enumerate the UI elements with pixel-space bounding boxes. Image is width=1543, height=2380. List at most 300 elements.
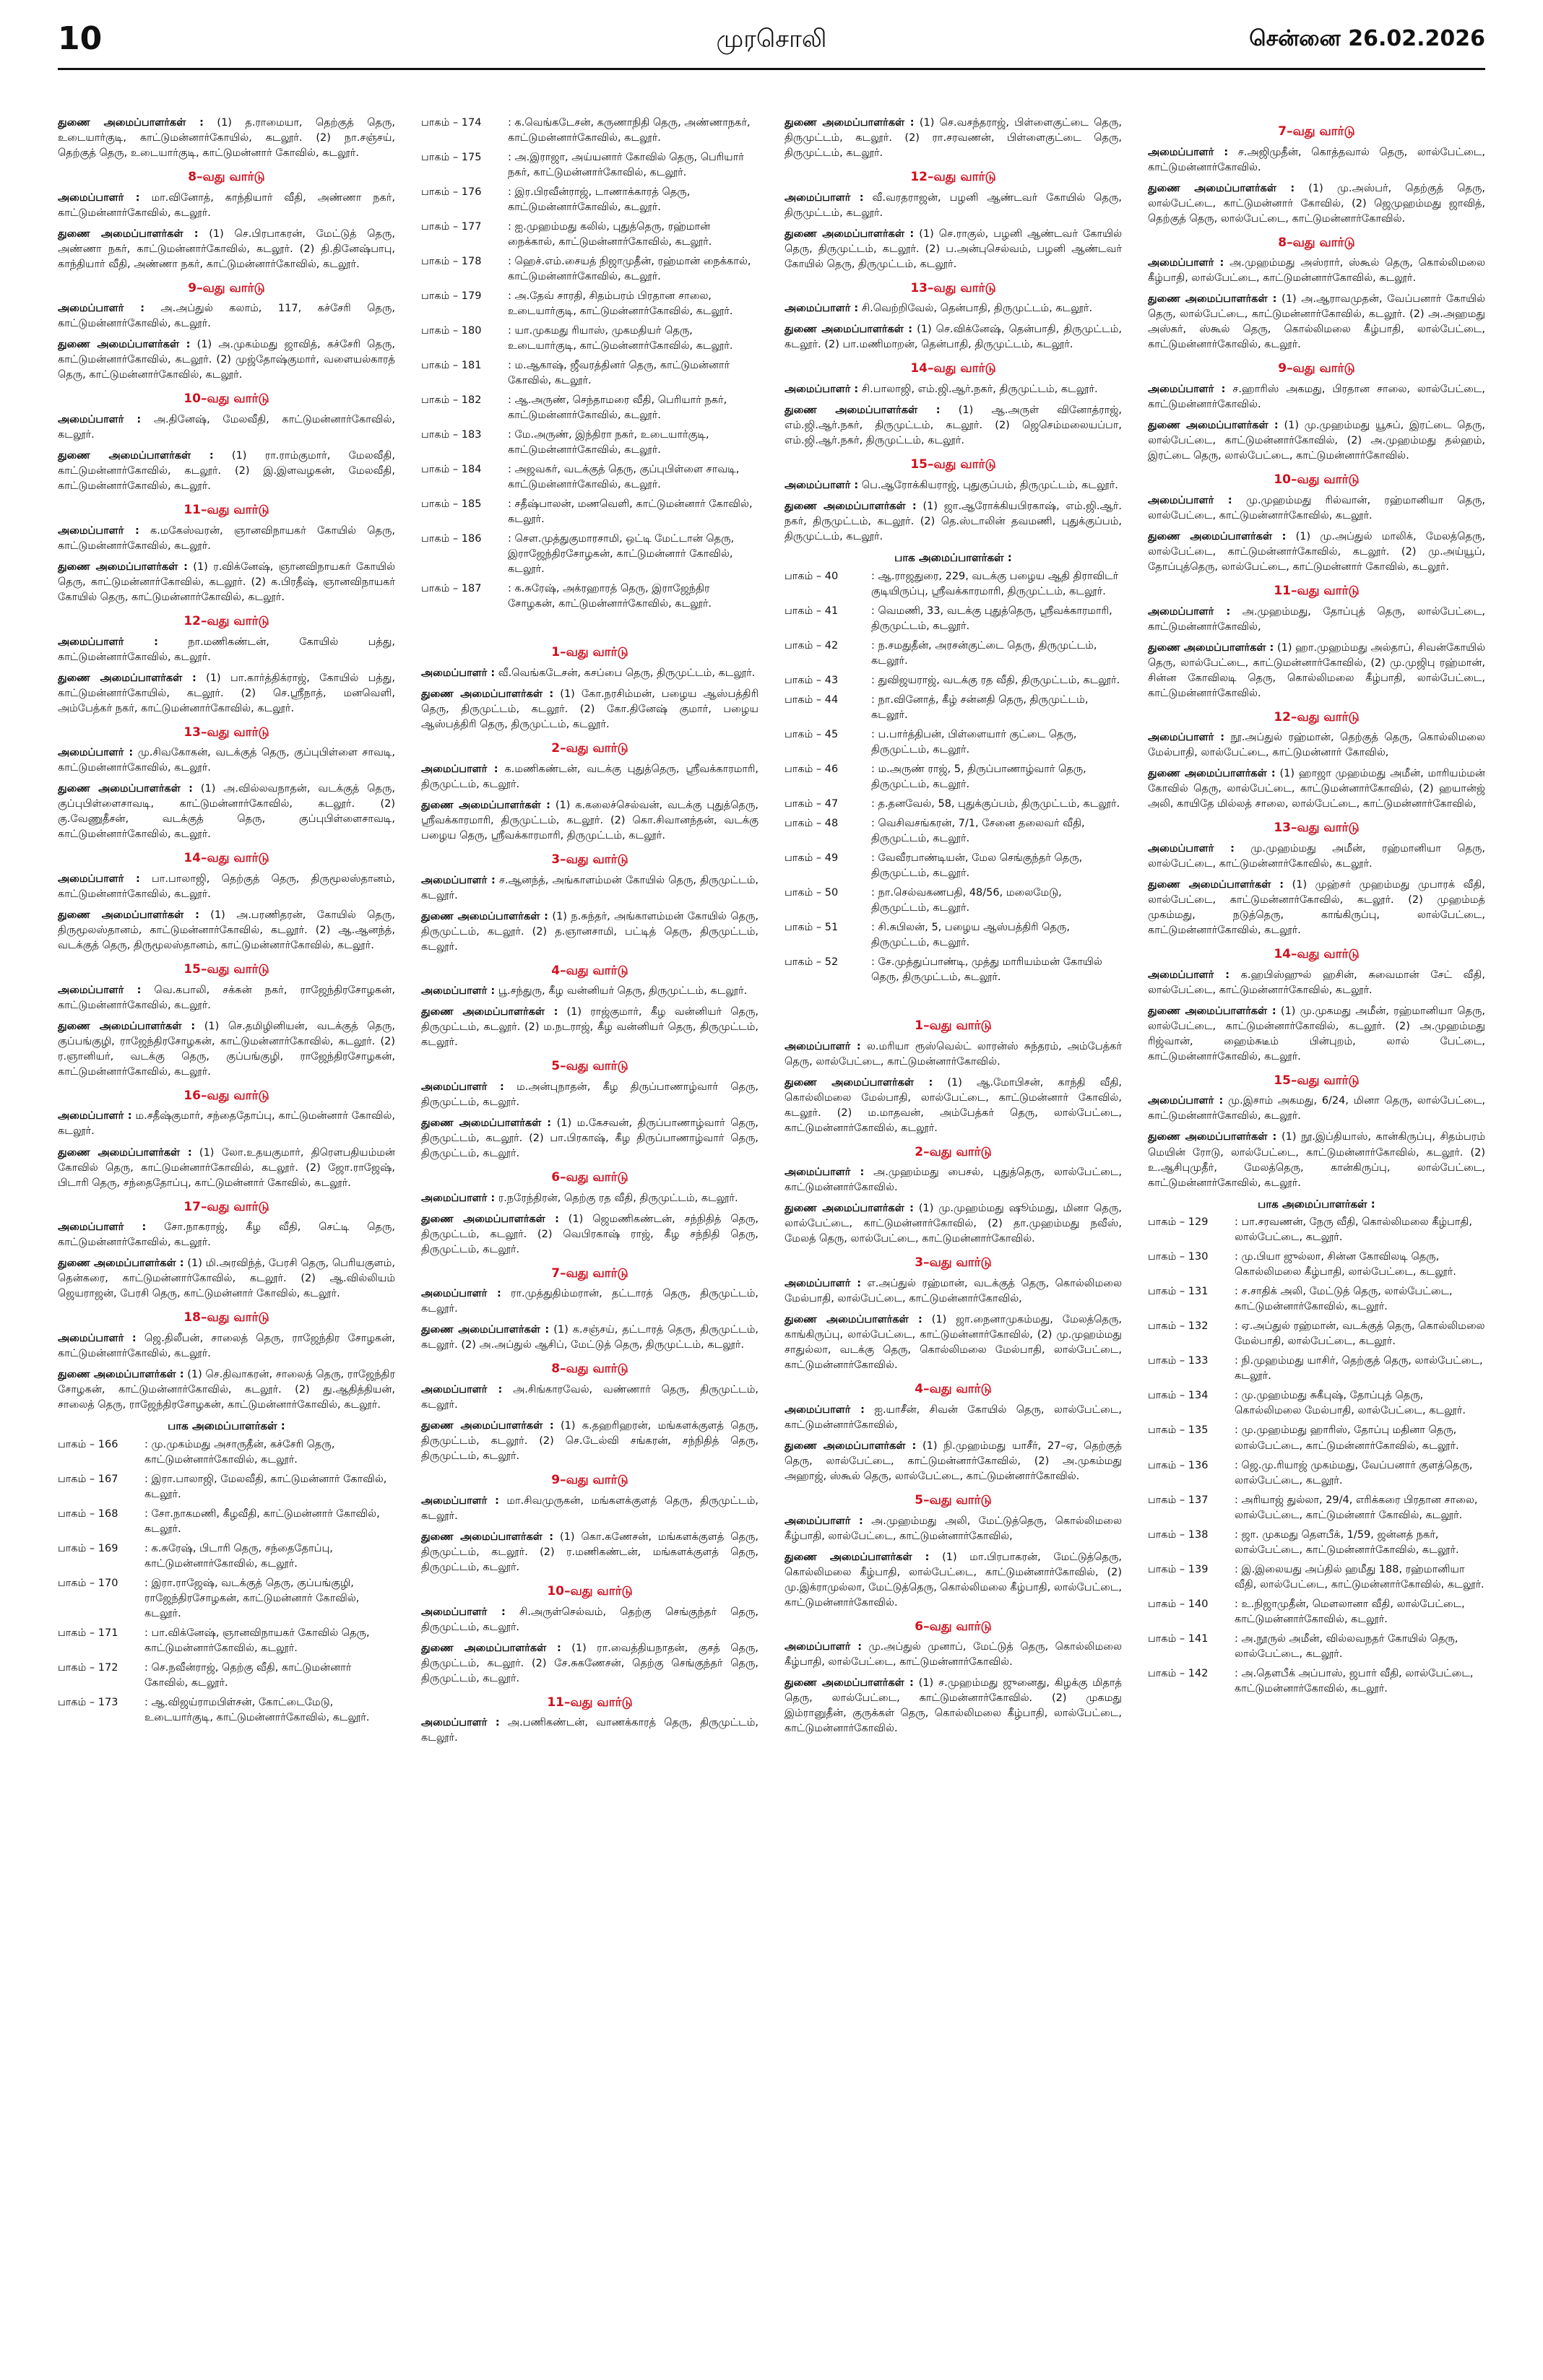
organizer-text: (1) ராஜ்குமார், கீழ வன்னியர் தெரு, திருமுட்டம், கடலூர். (2) ம.நடராஜ், கீழ வன்னியர் தெரு, திருமுட்டம், கடலூர்.	[421, 1006, 758, 1049]
organizer-text: (1) லோ.உதயகுமார், திரௌபதியம்மன் கோவில் தெரு, காட்டுமன்னார்கோவில், கடலூர். (2) ஜோ.ராஜேஷ், பிடாரி தெரு, சந்தைதோப்பு, காட்டுமன்னார் கோவில், கடலூர்.	[58, 1146, 395, 1189]
booth-organizer-text: : ஐ.முஹம்மது கலில், புதுத்தெரு, ரஹ்மான் நைக்கால், காட்டுமன்னார்கோவில், கடலூர்.	[508, 221, 712, 248]
ward-heading: 13–வது வார்டு	[910, 280, 996, 295]
booth-entry	[1148, 1666, 1485, 1697]
role-label: துணை அமைப்பாளர்கள் :	[785, 1677, 914, 1689]
booth-number: பாகம் – 166	[58, 1438, 118, 1450]
booth-entry	[1148, 1319, 1485, 1349]
booth-entry	[1148, 1215, 1485, 1245]
ward-heading: 3–வது வார்டு	[551, 852, 628, 867]
organizer-entry	[1148, 1130, 1485, 1190]
booth-entry	[421, 581, 758, 612]
booth-organizer-text: : பா.விக்னேஷ், ஞானவிநாயகர் கோவில் தெரு, காட்டுமன்னார்கோவில், கடலூர்.	[144, 1627, 370, 1654]
role-label: துணை அமைப்பாளர்கள் :	[785, 1314, 922, 1326]
ward-heading: 11–வது வார்டு	[1274, 583, 1360, 598]
booth-entry	[785, 604, 1122, 634]
booth-number: பாகம் – 184	[421, 464, 482, 476]
role-label: அமைப்பாளர் :	[58, 747, 134, 759]
organizer-text: (1) ச.முஹம்மது ஜுனைது, கிழக்கு மிதாத் தெரு, லால்பேட்டை, காட்டுமன்னார்கோவில். (2) முகமது இம்ரானுதீன், குருக்கள் தெரு, கொல்லிமலை கீழ்பாதி, லால்பேட்டை, காட்டுமன்னார்கோவில்.	[785, 1677, 1122, 1735]
organizer-entry	[785, 382, 1122, 397]
role-label: அமைப்பாளர் :	[58, 303, 145, 315]
role-label: அமைப்பாளர் :	[785, 1641, 863, 1653]
booth-entry	[58, 1626, 395, 1656]
booth-entry	[785, 797, 1122, 812]
role-label: துணை அமைப்பாளர்கள் :	[1148, 293, 1277, 306]
section-spacer	[785, 990, 1122, 1010]
booth-number: பாகம் – 42	[785, 639, 839, 652]
organizer-text: ம.அன்புநாதன், கீழ திருப்பாணாழ்வார் தெரு, திருமுட்டம், கடலூர்.	[421, 1081, 758, 1108]
booth-number: பாகம் – 172	[58, 1661, 118, 1674]
booth-organizer-text: : இ.இலையது அப்தில் ஹமீது 188, ரஹ்மானியா வீதி, லால்பேட்டை, காட்டுமன்னார்கோவில், கடலூர்.	[1235, 1563, 1484, 1591]
booth-number: பாகம் – 49	[785, 852, 839, 864]
booth-entry	[421, 150, 758, 181]
booth-entry	[58, 1576, 395, 1622]
role-label: துணை அமைப்பாளர்கள் :	[58, 117, 204, 129]
role-label: அமைப்பாளர் :	[785, 1040, 861, 1052]
role-label: துணை அமைப்பாளர்கள் :	[58, 1146, 192, 1159]
role-label: துணை அமைப்பாளர்கள் :	[1148, 768, 1276, 780]
booth-number: பாகம் – 167	[58, 1473, 118, 1485]
booth-organizers-heading: பாக அமைப்பாளர்கள் :	[168, 1419, 285, 1432]
booth-number: பாகம் – 183	[421, 429, 482, 441]
organizer-entry	[58, 908, 395, 953]
organizer-entry	[1148, 181, 1485, 227]
organizer-text: (1) ர.விக்னேஷ், ஞானவிநாயகர் கோயில் தெரு, காட்டுமன்னார்கோவில், கடலூர். (2) க.பிரதீஷ், ஞானவிநாயகர் கோயில் தெரு, காட்டுமன்னார்கோவில், கடலூர்.	[58, 561, 395, 603]
booth-number: பாகம் – 137	[1148, 1494, 1209, 1506]
role-label: அமைப்பாளர் :	[1148, 732, 1225, 744]
organizer-entry	[785, 1039, 1122, 1070]
role-label: துணை அமைப்பாளர்கள் :	[421, 1531, 554, 1543]
organizer-entry	[421, 687, 758, 732]
organizer-entry	[785, 301, 1122, 316]
organizer-text: (1) மு.முஹம்மது ஷூம்மது, மினா தெரு, லால்பேட்டை, காட்டுமன்னார்கோவில், (2) தா.முஹம்மது நவீஸ், மேலத் தெரு, லால்பேட்டை, காட்டுமன்னார்கோவில்.	[785, 1203, 1122, 1245]
booth-organizer-text: : மு.பியா ஜுல்லா, சின்ன கோவிலடி தெரு, கொல்லிமலை கீழ்பாதி, லால்பேட்டை, கடலூர்.	[1235, 1251, 1456, 1278]
booth-entry	[421, 254, 758, 285]
organizer-entry	[58, 337, 395, 383]
organizer-text: (1) கொ.கணேசன், மங்களக்குளத் தெரு, திருமுட்டம், கடலூர். (2) ர.மணிகண்டன், மங்களக்குளத் தெரு, திருமுட்டம், கடலூர்.	[421, 1531, 758, 1573]
organizer-entry	[785, 1676, 1122, 1736]
booth-organizer-text: : பா.சரவணன், நேரு வீதி, கொல்லிமலை கீழ்பாதி, லால்பேட்டை, கடலூர்.	[1235, 1216, 1472, 1244]
organizer-text: (1) ஆ.மோபிசன், காந்தி வீதி, கொல்லிமலை மேல்பாதி, லால்பேட்டை, காட்டுமன்னார் கோவில், கடலூர். (2) ம.மாதவன், அம்பேத்கர் தெரு, லால்பேட்டை, காட்டுமன்னார்கோவில், கடலூர்.	[785, 1076, 1122, 1134]
booth-number: பாகம் – 179	[421, 290, 482, 303]
organizer-text: பெ.ஆரோக்கியராஜ், புதுகுப்பம், திருமுட்டம், கடலூர்.	[861, 479, 1118, 491]
organizer-entry	[1148, 766, 1485, 812]
booth-organizer-text: : மு.முஹம்மது சுகீபுஷ், தோப்புத் தெரு, கொல்லிமலை மேல்பாதி, லால்பேட்டை, கடலூர்.	[1235, 1390, 1466, 1417]
booth-organizer-text: : ந.சமதுதீன், அரசன்குட்டை தெரு, திருமுட்டம், கடலூர்.	[871, 639, 1097, 667]
organizer-entry	[58, 782, 395, 842]
organizer-text: (1) செ.பிரபாகரன், மேட்டுத் தெரு, அண்ணா நகர், காட்டுமன்னார்கோவில், கடலூர். (2) தி.தினேஷ்பாபு, காந்தியார் வீதி, அண்ணா நகர், காட்டுமன்னார்கோவில், கடலூர்.	[58, 228, 395, 270]
booth-number: பாகம் – 44	[785, 693, 839, 706]
booth-organizer-text: : ஜெ.மு.ரியாஜ் முகம்மது, வேப்பனார் குளத்தெரு, லால்பேட்டை, கடலூர்.	[1235, 1459, 1473, 1487]
booth-number: பாகம் – 185	[421, 498, 482, 511]
booth-number: பாகம் – 43	[785, 674, 839, 686]
booth-organizer-text: : வெசிவசங்கரன், 7/1, சேனை தலைவர் வீதி, திருமுட்டம், கடலூர்.	[871, 817, 1085, 844]
organizer-text: வீ.வெங்கடேசன், கசப்பை தெரு, திருமுட்டம், கடலூர்.	[498, 667, 756, 680]
role-label: துணை அமைப்பாளர்கள் :	[785, 1551, 930, 1563]
organizer-text: மா.சிவமுருகன், மங்களக்குளத் தெரு, திருமுட்டம், கடலூர்.	[421, 1494, 758, 1522]
organizer-entry	[421, 1212, 758, 1258]
booth-organizer-text: : ஏ.அப்துல் ரஹ்மான், வடக்குத் தெரு, கொல்லிமலை மேல்பாதி, லால்பேட்டை, கடலூர்.	[1235, 1320, 1485, 1348]
role-label: துணை அமைப்பாளர்கள் :	[421, 688, 554, 701]
role-label: துணை அமைப்பாளர்கள் :	[785, 117, 915, 129]
organizer-text: அ.முஹம்மது அஸ்ரார், ஸ்கூல் தெரு, கொல்லிமலை கீழ்பாதி, லால்பேட்டை, காட்டுமன்னார்கோவில், கடலூர்.	[1148, 257, 1485, 285]
booth-entry	[1148, 1458, 1485, 1489]
organizer-text: (1) ரா.ராம்குமார், மேலவீதி, காட்டுமன்னார்கோவில், கடலூர். (2) இ.இளவழகன், மேலவீதி, காட்டுமன்னார்கோவில், கடலூர்.	[58, 450, 395, 493]
column-1	[58, 116, 395, 2362]
role-label: அமைப்பாளர் :	[58, 1221, 147, 1234]
ward-heading: 1–வது வார்டு	[915, 1018, 992, 1033]
booth-entry	[785, 727, 1122, 758]
organizer-text: வீ.வரதராஜன், பழனி ஆண்டவர் கோயில் தெரு, திருமுட்டம், கடலூர்.	[785, 191, 1122, 219]
organizer-entry	[421, 1005, 758, 1050]
organizer-text: அ.அப்துல் கலாம், 117, கச்சேரி தெரு, காட்டுமன்னார்கோவில், கடலூர்.	[58, 303, 395, 330]
organizer-text: (1) நி.முஹம்மது யாசீர், 27–ஏ, தெற்குத் தெரு, லால்பேட்டை, காட்டுமன்னார்கோவில், (2) அ.முகம்மது அஹாஜ், ஸ்கூல் தெரு, லால்பேட்டை, காட்டுமன்னார்கோவில்.	[785, 1440, 1122, 1482]
booth-number: பாகம் – 52	[785, 956, 839, 968]
organizer-text: நூ.அப்துல் ரஹ்மான், தெற்குத் தெரு, கொல்லிமலை மேல்பாதி, லால்பேட்டை, காட்டுமன்னார் கோவில்,	[1148, 732, 1485, 759]
organizer-entry	[785, 499, 1122, 545]
booth-number: பாகம் – 142	[1148, 1667, 1209, 1679]
column-4	[1148, 116, 1485, 2362]
booth-organizer-text: : துவிஜயராஜ், வடக்கு ரத வீதி, திருமுட்டம், கடலூர்.	[871, 674, 1120, 686]
booth-number: பாகம் – 173	[58, 1696, 118, 1708]
booth-organizer-text: : செள.முத்துகுமாரசாமி, ஒட்டி மேட்டான் தெரு, இராஜேந்திரசோழகன், காட்டுமன்னார் கோவில், கடலூர்.	[508, 533, 735, 576]
booth-number: பாகம் – 41	[785, 605, 839, 617]
organizer-entry	[58, 1367, 395, 1413]
booth-organizer-text: : அ.நூருல் அமீன், வில்லவநதர் கோயில் தெரு, லால்பேட்டை, கடலூர்.	[1235, 1632, 1458, 1660]
organizer-text: பா.பாலாஜி, தெற்குத் தெரு, திருமூலஸ்தானம், காட்டுமன்னார்கோவில், கடலூர்.	[58, 873, 395, 901]
role-label: துணை அமைப்பாளர்கள் :	[421, 1642, 561, 1654]
organizer-text: ச.ஆனந்த், அங்காளம்மன் கோயில் தெரு, திருமுட்டம், கடலூர்.	[421, 874, 758, 901]
organizer-entry	[58, 524, 395, 554]
organizer-entry	[1148, 382, 1485, 412]
booth-number: பாகம் – 177	[421, 221, 482, 233]
booth-organizer-text: : ஆ.விஜய்ராமபிள்சன், கோட்டைமேடு, உடையார்குடி, காட்டுமன்னார்கோவில், கடலூர்.	[144, 1696, 370, 1723]
booth-number: பாகம் – 186	[421, 533, 482, 545]
organizer-entry	[58, 671, 395, 717]
organizer-entry	[785, 1550, 1122, 1611]
booth-number: பாகம் – 170	[58, 1577, 118, 1589]
booth-organizers-heading: பாக அமைப்பாளர்கள் :	[894, 550, 1012, 564]
organizer-text: (1) க.கலைச்செல்வன், வடக்கு புதுத்தெரு, ஸ்ரீவக்காரமாரி, திருமுட்டம், கடலூர். (2) கொ.சிவானந்தன், வடக்கு பழைய தெரு, ஸ்ரீவக்காரமாரி, திருமுட்டம், கடலூர்.	[421, 799, 758, 841]
booth-entry	[1148, 1284, 1485, 1315]
ward-heading: 15–வது வார்டு	[910, 457, 996, 472]
organizer-text: (1) செ.திவாகரன், சாலைத் தெரு, ராஜேந்திர சோழகன், காட்டுமன்னார்கோவில், கடலூர். (2) து.ஆதித்தியன், சாலைத் தெரு, ராஜேந்திரசோழகன், காட்டுமன்னார்கோவில், கடலூர்.	[58, 1368, 395, 1411]
role-label: அமைப்பாளர் :	[1148, 1095, 1224, 1107]
masthead	[58, 17, 1485, 70]
organizer-text: நா.மணிகண்டன், கோயில் பத்து, காட்டுமன்னார்கோவில், கடலூர்.	[58, 636, 395, 663]
booth-organizer-text: : க.சுரேஷ், பிடாரி தெரு, சந்தைதோப்பு, காட்டுமன்னார்கோவில், கடலூர்.	[144, 1542, 333, 1570]
booth-number: பாகம் – 141	[1148, 1632, 1209, 1645]
ward-heading: 8–வது வார்டு	[1278, 235, 1355, 250]
booth-organizer-text: : மு.முகம்மது அசாருதீன், கச்சேரி தெரு, காட்டுமன்னார்கோவில், கடலூர்.	[144, 1438, 335, 1466]
organizer-text: (1) மு.அஸ்பர், தெற்குத் தெரு, லால்பேட்டை, காட்டுமன்னார் கோவில், (2) ஜெமுஹம்மது ஜாவித், தெற்குத் தெரு, லால்பேட்டை, காட்டுமன்னார்கோவில்.	[1148, 182, 1485, 225]
role-label: அமைப்பாளர் :	[785, 1278, 862, 1290]
organizer-text: (1) அ.பரணிதரன், கோயில் தெரு, திருமூலஸ்தானம், காட்டுமன்னார்கோவில், கடலூர். (2) ஆ.ஆனந்த், வடக்குத் தெரு, திருமூலஸ்தானம், காட்டுமன்னார்கோவில், கடலூர்.	[58, 909, 395, 952]
organizer-text: (1) அ.முகம்மது ஜாவித், கச்சேரி தெரு, காட்டுமன்னார்கோவில், கடலூர். (2) முஜ்தோஷ்குமார், வளையல்காரத் தெரு, காட்டுமன்னார்கோவில், கடலூர்.	[58, 339, 395, 381]
booth-organizer-text: : இர.பிரவீன்ராஜ், டாணாக்காரத் தெரு, காட்டுமன்னார்கோவில், கடலூர்.	[508, 186, 691, 214]
booth-organizer-text: : ஜா. முகமது தௌபீக், 1/59, ஜன்னத் நகர், லால்பேட்டை, காட்டுமன்னார்கோவில், கடலூர்.	[1235, 1528, 1459, 1556]
organizer-entry	[421, 1605, 758, 1635]
role-label: துணை அமைப்பாளர்கள் :	[1148, 879, 1284, 891]
booth-entry	[421, 358, 758, 389]
organizer-text: எ.அப்துல் ரஹ்மான், வடக்குத் தெரு, கொல்லிமலை மேல்பாதி, லால்பேட்டை, காட்டுமன்னார்கோவில்,	[785, 1278, 1122, 1305]
role-label: துணை அமைப்பாளர்கள் :	[421, 799, 550, 811]
role-label: அமைப்பாளர் :	[785, 303, 859, 315]
role-label: அமைப்பாளர் :	[58, 414, 142, 426]
dateline: சென்னை 26.02.2026	[1249, 26, 1485, 51]
booth-number: பாகம் – 178	[421, 256, 482, 268]
organizer-entry	[421, 1323, 758, 1353]
organizer-text: மு.முஹம்மது அமீன், ரஹ்மானியா தெரு, லால்பேட்டை, காட்டுமன்னார்கோவில், கடலூர்.	[1148, 842, 1485, 870]
organizer-entry	[785, 1076, 1122, 1136]
ward-heading: 9–வது வார்டு	[188, 280, 265, 295]
role-label: அமைப்பாளர் :	[421, 1288, 501, 1300]
role-label: அமைப்பாளர் :	[58, 524, 139, 537]
booth-number: பாகம் – 176	[421, 186, 482, 199]
organizer-text: ச.ஹாரிஸ் அகமது, பிரதான சாலை, லால்பேட்டை, காட்டுமன்னார்கோவில்.	[1148, 384, 1485, 411]
role-label: துணை அமைப்பாளர்கள் :	[785, 404, 941, 417]
ward-heading: 9–வது வார்டு	[551, 1473, 628, 1488]
booth-number: பாகம் – 47	[785, 797, 839, 810]
role-label: துணை அமைப்பாளர்கள் :	[58, 783, 193, 795]
booth-number: பாகம் – 48	[785, 817, 839, 829]
organizer-text: ஐ.யாசீன், சிவன் கோயில் தெரு, லால்பேட்டை, காட்டுமன்னார்கோவில்,	[785, 1403, 1122, 1431]
booth-organizer-text: : ஆ.ராஜதுரை, 229, வடக்கு பழைய ஆதி திராவிடர் குடியிருப்பு, ஸ்ரீவக்காரமாரி, திருமுட்டம், கடலூர்.	[871, 570, 1119, 597]
booth-number: பாகம் – 140	[1148, 1598, 1209, 1610]
role-label: துணை அமைப்பாளர்கள் :	[58, 450, 214, 462]
role-label: அமைப்பாளர் :	[1148, 969, 1230, 981]
booth-organizer-text: : சி.சுபிலன், 5, பழைய ஆஸ்பத்திரி தெரு, திருமுட்டம், கடலூர்.	[871, 921, 1070, 948]
ward-heading: 15–வது வார்டு	[1274, 1073, 1360, 1088]
booth-organizer-text: : ம.அருண் ராஜ், 5, திருப்பாணாழ்வார் தெரு, திருமுட்டம், கடலூர்.	[871, 763, 1086, 790]
booth-organizer-text: : சே.முத்துப்பாண்டி, முத்து மாரியம்மன் கோயில் தெரு, திருமுட்டம், கடலூர்.	[871, 956, 1102, 983]
role-label: அமைப்பாளர் :	[785, 384, 859, 396]
booth-number: பாகம் – 168	[58, 1507, 118, 1520]
organizer-entry	[1148, 605, 1485, 635]
booth-organizer-text: : நி.முஹம்மது யாசிர், தெற்குத் தெரு, லால்பேட்டை, கடலூர்.	[1235, 1355, 1483, 1382]
organizer-text: (1) மி.அரவிந்த், பேரசி தெரு, பெரியகுளம், தென்கரை, காட்டுமன்னார்கோவில், கடலூர். (2) ஆ.வில்லியம் ஜெயராஜன், பேரசி தெரு, காட்டுமன்னார் கோவில், கடலூர்.	[58, 1258, 395, 1300]
organizer-text: (1) மு.முஹம்மது யூசுப், இரட்டை தெரு, லால்பேட்டை, காட்டுமன்னார்கோவில், (2) அ.முஹம்மது தல்ஹம், இரட்டை தெரு, லால்பேட்டை, காட்டுமன்னார்கோவில்.	[1148, 420, 1485, 462]
booth-entry	[421, 532, 758, 577]
role-label: துணை அமைப்பாளர்கள் :	[421, 1006, 558, 1018]
role-label: துணை அமைப்பாளர்கள் :	[58, 228, 199, 240]
organizer-text: ரா.முத்துதிம்மரான், தட்டாரத் தெரு, திருமுட்டம், கடலூர்.	[421, 1288, 758, 1315]
organizer-entry	[785, 191, 1122, 221]
booth-entry	[421, 289, 758, 319]
role-label: துணை அமைப்பாளர்கள் :	[785, 324, 913, 336]
ward-heading: 15–வது வார்டு	[183, 962, 269, 977]
organizer-entry	[421, 1080, 758, 1110]
organizer-text: (1) ஹாஜா முஹம்மது அமீன், மாரியம்மன் கோவில் தெரு, லால்பேட்டை, காட்டுமன்னார்கோவில், (2) ஹயான்ஜ் அலி, காயிதே மில்லத் சாலை, லால்பேட்டை, காட்டுமன்னார்கோவில்,	[1148, 768, 1485, 810]
booth-organizer-text: : சதீஷ்பாலன், மணவெளி, காட்டுமன்னார் கோவில், கடலூர்.	[508, 498, 753, 526]
role-label: அமைப்பாளர் :	[421, 874, 496, 886]
booth-organizer-text: : அ.இராஜா, அய்யனார் கோவில் தெரு, பெரியார் நகர், காட்டுமன்னார்கோவில், கடலூர்.	[508, 152, 744, 179]
organizer-text: (1) க.சஞ்சய், தட்டாரத் தெரு, திருமுட்டம், கடலூர். (2) அ.அப்துல் ஆசிப், மேட்டுத் தெரு, திருமுட்டம், கடலூர்.	[421, 1324, 758, 1351]
booth-number: பாகம் – 132	[1148, 1320, 1209, 1333]
organizer-entry	[1148, 730, 1485, 761]
ward-heading: 8–வது வார்டு	[188, 170, 265, 185]
booth-entry	[1148, 1354, 1485, 1384]
booth-number: பாகம் – 169	[58, 1542, 118, 1554]
ward-heading: 17–வது வார்டு	[183, 1199, 269, 1214]
organizer-entry	[1148, 841, 1485, 872]
organizer-entry	[1148, 641, 1485, 701]
organizer-text: (1) செ.விக்னேஷ், தென்பாதி, திருமுட்டம், கடலூர். (2) பா.மணிமாறன், தென்பாதி, திருமுட்டம், கடலூர்.	[785, 324, 1122, 351]
organizer-text: மு.சிவகோகன், வடக்குத் தெரு, குப்புபிள்ளை சாவடி, காட்டுமன்னார்கோவில், கடலூர்.	[58, 747, 395, 774]
role-label: துணை அமைப்பாளர்கள் :	[421, 1213, 559, 1225]
role-label: துணை அமைப்பாளர்கள் :	[1148, 1131, 1277, 1143]
booth-organizer-text: : உ.நிஜாமுதீன், மௌலானா வீதி, லால்பேட்டை, காட்டுமன்னார்கோவில், கடலூர்.	[1235, 1598, 1465, 1625]
booth-entry	[785, 673, 1122, 688]
organizer-text: (1) மு.முகமது அமீன், ரஹ்மானியா தெரு, லால்பேட்டை, காட்டுமன்னார்கோவில், கடலூர். (2) அ.முஹம்மது ரிஜ்வான், ஹைம்சுடீம் பின்புறம், லால் பேட்டை, காட்டுமன்னார்கோவில், கடலூர்.	[1148, 1005, 1485, 1063]
organizer-text: (1) பா.கார்த்திக்ராஜ், கோயில் பத்து, காட்டுமன்னார்கோயில், கடலூர். (2) செ.ஸ்ரீநாத், மனவெளி, அம்பேத்கர் நகர், காட்டுமன்னார்கோவில், கடலூர்.	[58, 672, 395, 714]
ward-heading: 10–வது வார்டு	[547, 1583, 633, 1598]
role-label: அமைப்பாளர் :	[785, 191, 864, 204]
ward-heading: 1–வது வார்டு	[551, 645, 628, 660]
organizer-entry	[1148, 292, 1485, 352]
organizer-entry	[421, 909, 758, 955]
organizer-text: (1) மா.பிரபாகரன், மேட்டுத்தெரு, கொல்லிமலை கீழ்பாதி, லால்பேட்டை, காட்டுமன்னார்கோவில், (2) மு.இக்ராமுல்லா, மேட்டுத்தெரு, கொல்லிமலை கீழ்பாதி, லால்பேட்டை, காட்டுமன்னார்கோவில்.	[785, 1551, 1122, 1609]
organizer-entry	[421, 873, 758, 904]
organizer-entry	[58, 745, 395, 776]
role-label: அமைப்பாளர் :	[421, 1192, 496, 1204]
organizer-entry	[58, 1220, 395, 1250]
role-label: துணை அமைப்பாளர்கள் :	[58, 1020, 196, 1032]
booth-entry	[785, 955, 1122, 985]
organizer-text: க.ஹபிஸ்ஹுல் ஹசின், சுவைமான் சேட் வீதி, லால்பேட்டை, காட்டுமன்னார்கோவில், கடலூர்.	[1148, 969, 1485, 996]
organizer-text: (1) ஜா.ஆரோக்கியபிரகாஷ், எம்.ஜி.ஆர். நகர், திருமுட்டம், கடலூர். (2) தெ.ஸ்டாலின் தவமணி, புதுக்குப்பம், திருமுட்டம், கடலூர்.	[785, 500, 1122, 542]
organizer-entry	[421, 666, 758, 681]
organizer-text: சி.வெற்றிவேல், தென்பாதி, திருமுட்டம், கடலூர்.	[861, 303, 1093, 315]
organizer-text: (1) அ.வில்லவநாதன், வடக்குத் தெரு, குப்புபிள்ளைசாவடி, காட்டுமன்னார்கோவில், கடலூர். (2) கு.வேணுதீசன், வடக்குத் தெரு, குப்புபிள்ளைசாவடி, காட்டுமன்னார்கோவில், கடலூர்.	[58, 783, 395, 841]
organizer-text: (1) கோ.நரசிம்மன், பழைய ஆஸ்பத்திரி தெரு, திருமுட்டம், கடலூர். (2) கோ.தினேஷ் குமார், பழைய ஆஸ்பத்திரி தெரு, திருமுட்டம், கடலூர்.	[421, 688, 758, 731]
booth-organizers-heading: பாக அமைப்பாளர்கள் :	[1258, 1197, 1375, 1211]
booth-organizer-text: : செ.நவீன்ராஜ், தெற்கு வீதி, காட்டுமன்னார் கோவில், கடலூர்.	[144, 1661, 352, 1689]
booth-entry	[1148, 1388, 1485, 1419]
booth-entry	[421, 497, 758, 527]
role-label: அமைப்பாளர் :	[785, 1403, 865, 1416]
ward-heading: 2–வது வார்டு	[551, 741, 628, 756]
role-label: அமைப்பாளர் :	[421, 985, 496, 998]
organizer-entry	[785, 1640, 1122, 1670]
booth-organizer-text: : மு.முஹம்மது ஹாரிஸ், தோப்பு மதினா தெரு, லால்பேட்டை, காட்டுமன்னார்கோவில், கடலூர்.	[1235, 1424, 1459, 1452]
organizer-text: (1) த.ராமையா, தெற்குத் தெரு, உடையார்குடி, காட்டுமன்னார்கோயில், கடலூர். (2) நா.சஞ்சய், தெற்குத் தெரு, உடையார்குடி, காட்டுமன்னார் கோவில், கடலூர்.	[58, 117, 395, 160]
booth-entry	[785, 816, 1122, 847]
booth-number: பாகம் – 134	[1148, 1390, 1209, 1402]
organizer-text: ஜெ.திலீபன், சாலைத் தெரு, ராஜேந்திர சோழகன், காட்டுமன்னார்கோவில், கடலூர்.	[58, 1332, 395, 1359]
booth-number: பாகம் – 46	[785, 763, 839, 775]
booth-number: பாகம் – 138	[1148, 1528, 1209, 1541]
ward-heading: 10–வது வார்டு	[1274, 472, 1360, 488]
organizer-entry	[58, 227, 395, 272]
organizer-text: (1) க.தஹரிஹரன், மங்களக்குளத் தெரு, திருமுட்டம், கடலூர். (2) செ.டேல்வி சங்கரன், சந்நிதித் தெரு, திருமுட்டம், கடலூர்.	[421, 1420, 758, 1463]
organizer-entry	[58, 116, 395, 161]
ward-heading: 6–வது வார்டு	[915, 1619, 992, 1634]
booth-organizer-text: : த.தனவேல், 58, புதுக்குப்பம், திருமுட்டம், கடலூர்.	[871, 797, 1120, 810]
organizer-text: (1) முஹ்சர் முஹம்மது முபாரக் வீதி, லால்பேட்டை, காட்டுமன்னார்கோவில், கடலூர். (2) முஹம்மத் முகம்மது, நடுத்தெரு, காங்கிருப்பு, லால்பேட்டை, காட்டுமன்னார்கோவில், கடலூர்.	[1148, 879, 1485, 937]
booth-organizer-text: : யா.முகமது ரியாஸ், முகமதியர் தெரு, உடையார்குடி, காட்டுமன்னார்கோவில், கடலூர்.	[508, 325, 733, 352]
booth-entry	[421, 220, 758, 250]
role-label: அமைப்பாளர் :	[1148, 494, 1232, 506]
booth-number: பாகம் – 174	[421, 117, 482, 129]
booth-entry	[1148, 1632, 1485, 1662]
booth-organizer-text: : நா.செல்வகணபதி, 48/56, மலைமேடு, திருமுட்டம், கடலூர்.	[871, 886, 1062, 914]
role-label: அமைப்பாளர் :	[421, 763, 498, 775]
organizer-text: (1) ஜா.நைனாமுகம்மது, மேலத்தெரு, காங்கிருப்பு, லால்பேட்டை, காட்டுமன்னார்கோவில், (2) மு.முஹம்மது சாதுல்லா, வடக்கு தெரு, கொல்லிமலை மேல்பாதி, லால்பேட்டை, காட்டுமன்னார்கோவில்.	[785, 1314, 1122, 1372]
booth-entry	[785, 693, 1122, 723]
booth-number: பாகம் – 45	[785, 728, 839, 740]
role-label: துணை அமைப்பாளர்கள் :	[1148, 182, 1295, 194]
role-label: அமைப்பாளர் :	[58, 1110, 132, 1122]
organizer-entry	[1148, 1094, 1485, 1124]
ward-heading: 16–வது வார்டு	[183, 1088, 269, 1103]
organizer-text: (1) ஹா.முஹம்மது அல்தாப், சிவன்கோயில் தெரு, லால்பேட்டை, காட்டுமன்னார்கோவில், (2) மு.முஜிபு ரஹ்மான், சின்ன கோவிலடி தெரு, கொல்லிமலை கீழ்பாதி, லால்பேட்டை, காட்டுமன்னார்கோவில்.	[1148, 641, 1485, 699]
organizer-entry	[785, 403, 1122, 449]
booth-organizer-text: : ஆ.அருண், செந்தாமரை வீதி, பெரியார் நகர், காட்டுமன்னார்கோவில், கடலூர்.	[508, 394, 727, 422]
role-label: துணை அமைப்பாளர்கள் :	[1148, 1005, 1276, 1017]
organizer-text: ர.நரேந்திரன், தெற்கு ரத வீதி, திருமுட்டம், கடலூர்.	[498, 1192, 738, 1204]
booth-organizer-text: : ஹெச்.எம்.சையத் நிஜாமுதீன், ரஹ்மான் நைக்கால், காட்டுமன்னார்கோவில், கடலூர்.	[508, 256, 751, 283]
role-label: அமைப்பாளர் :	[1148, 146, 1229, 158]
booth-entry	[785, 762, 1122, 792]
role-label: அமைப்பாளர் :	[58, 1332, 137, 1344]
organizer-entry	[1148, 493, 1485, 524]
role-label: துணை அமைப்பாளர்கள் :	[785, 228, 915, 240]
organizer-entry	[1148, 1004, 1485, 1065]
ward-heading: 5–வது வார்டு	[915, 1492, 992, 1507]
booth-entry	[421, 324, 758, 354]
role-label: துணை அமைப்பாளர்கள் :	[58, 1258, 184, 1270]
organizer-text: (1) ஆ.அருள் வினோத்ராஜ், எம்.ஜி.ஆர்.நகர், திருமுட்டம், கடலூர். (2) ஜெசெம்மலையப்பா, எம்.ஜி.ஆர்.நகர், திருமுட்டம், கடலூர்.	[785, 404, 1122, 447]
organizer-entry	[785, 1439, 1122, 1484]
page-number: 10	[58, 20, 103, 57]
ward-heading: 4–வது வார்டு	[551, 963, 628, 978]
booth-entry	[421, 393, 758, 423]
organizer-entry	[58, 449, 395, 494]
booth-entry	[58, 1541, 395, 1572]
organizer-entry	[785, 478, 1122, 493]
organizer-entry	[1148, 418, 1485, 464]
ward-heading: 14–வது வார்டு	[1274, 947, 1360, 962]
organizer-text: ல.மரியா ரூஸ்வெல்ட் லாரன்ஸ் சுந்தரம், அம்பேத்கர் தெரு, லால்பேட்டை, காட்டுமன்னார்கோவில்.	[785, 1040, 1122, 1068]
organizer-entry	[1148, 529, 1485, 575]
organizer-entry	[421, 1382, 758, 1413]
booth-organizer-text: : மே.அருண், இந்திரா நகர், உடையார்குடி, காட்டுமன்னார்கோவில், கடலூர்.	[508, 429, 709, 456]
column-3	[785, 116, 1122, 2362]
organizer-entry	[421, 1419, 758, 1464]
organizer-entry	[421, 1191, 758, 1206]
role-label: துணை அமைப்பாளர்கள் :	[421, 1117, 552, 1129]
booth-number: பாகம் – 182	[421, 394, 482, 407]
booth-entry	[58, 1437, 395, 1468]
ward-heading: 13–வது வார்டு	[1274, 821, 1360, 836]
role-label: அமைப்பாளர் :	[785, 1167, 865, 1179]
booth-entry	[58, 1507, 395, 1537]
organizer-entry	[421, 1286, 758, 1317]
organizer-text: மு.அப்துல் முனாப், மேட்டுத் தெரு, கொல்லிமலை கீழ்பாதி, லால்பேட்டை, காட்டுமன்னார்கோவில்.	[785, 1641, 1122, 1669]
column-2	[421, 116, 758, 2362]
booth-number: பாகம் – 133	[1148, 1355, 1209, 1367]
booth-organizer-text: : ப.பார்த்திபன், பிள்ளையார் குட்டை தெரு, திருமுட்டம், கடலூர்.	[871, 728, 1077, 756]
organizer-text: க.மணிகண்டன், வடக்கு புதுத்தெரு, ஸ்ரீவக்காரமாரி, திருமுட்டம், கடலூர்.	[421, 763, 758, 790]
organizer-text: அ.முஹம்மது பைசல், புதுத்தெரு, லால்பேட்டை, காட்டுமன்னார்கோவில்.	[785, 1167, 1122, 1194]
organizer-text: (1) ம.கேசவன், திருப்பாணாழ்வார் தெரு, திருமுட்டம், கடலூர். (2) பா.பிரகாஷ், கீழ திருப்பாணாழ்வார் தெரு, திருமுட்டம், கடலூர்.	[421, 1117, 758, 1159]
ward-heading: 14–வது வார்டு	[910, 361, 996, 376]
organizer-entry	[421, 1715, 758, 1746]
booth-number: பாகம் – 139	[1148, 1563, 1209, 1575]
role-label: துணை அமைப்பாளர்கள் :	[785, 500, 917, 512]
organizer-text: மா.வினோத், காந்தியார் வீதி, அண்ணா நகர், காட்டுமன்னார்கோவில், கடலூர்.	[58, 191, 395, 219]
role-label: துணை அமைப்பாளர்கள் :	[421, 910, 548, 922]
